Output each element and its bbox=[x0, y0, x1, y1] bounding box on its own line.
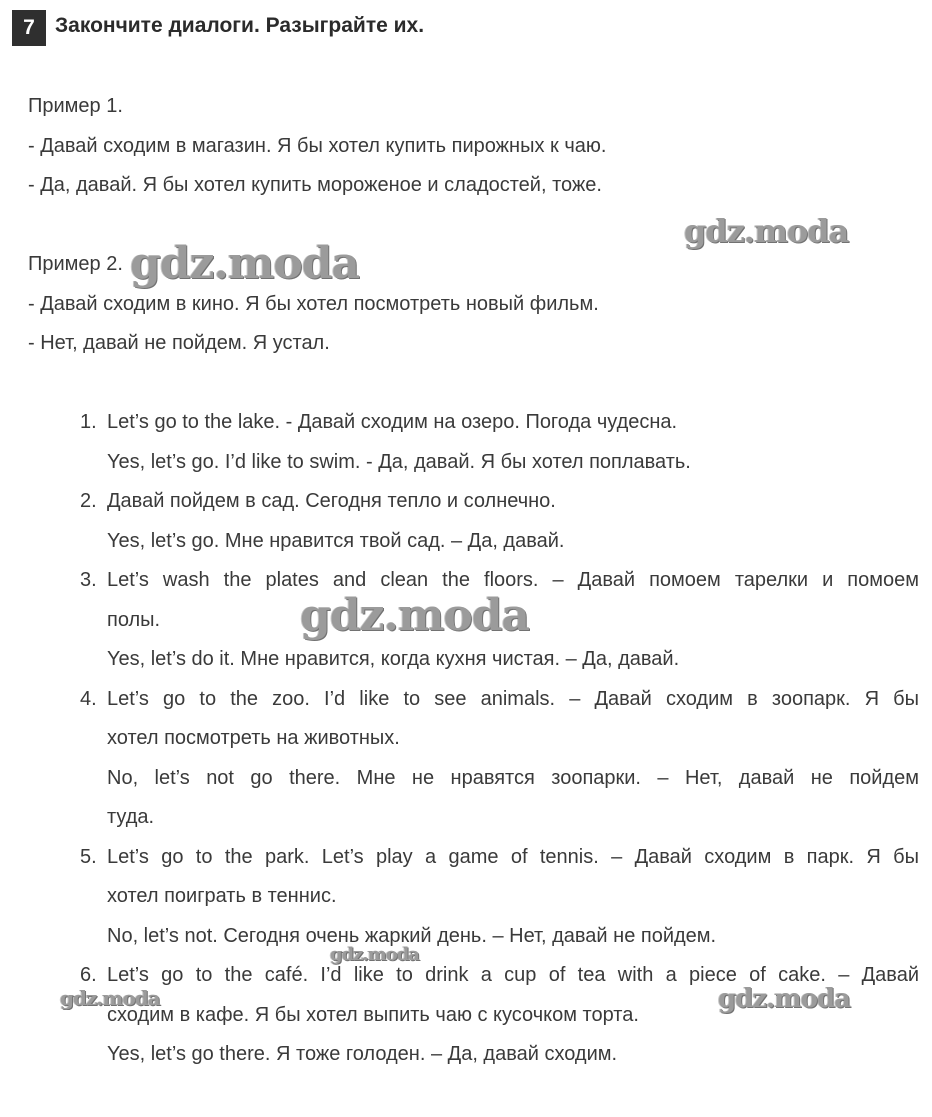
item-6-number: 6. bbox=[80, 964, 97, 986]
example-2-line-2: - Нет, давай не пойдем. Я устал. bbox=[28, 332, 330, 354]
item-5-line-2: хотел поиграть в теннис. bbox=[107, 885, 337, 907]
watermark: gdz.moda bbox=[130, 238, 360, 289]
item-6-line-1: Let’s go to the café. I’d like to drink a cup of tea with a piece of cake. – Давай bbox=[107, 964, 919, 986]
item-3-line-2: полы. bbox=[107, 609, 161, 631]
exercise-number-badge: 7 bbox=[12, 10, 46, 46]
item-4-number: 4. bbox=[80, 688, 97, 710]
item-4-line-2: хотел посмотреть на животных. bbox=[107, 727, 400, 749]
watermark: gdz.moda bbox=[330, 944, 419, 965]
watermark: gdz.moda bbox=[300, 590, 530, 641]
item-6-line-3: Yes, let’s go there. Я тоже голоден. – Да, давай сходим. bbox=[107, 1043, 618, 1065]
item-3-line-1: Let’s wash the plates and clean the floors. – Давай помоем тарелки и помоем bbox=[107, 569, 919, 591]
item-5-line-3: No, let’s not. Сегодня очень жаркий день. – Нет, давай не пойдем. bbox=[107, 925, 717, 947]
item-4-line-4: туда. bbox=[107, 806, 155, 828]
item-2-line-1: Давай пойдем в сад. Сегодня тепло и солнечно. bbox=[107, 490, 556, 512]
item-5-number: 5. bbox=[80, 846, 97, 868]
item-4-line-1: Let’s go to the zoo. I’d like to see animals. – Давай сходим в зоопарк. Я бы bbox=[107, 688, 919, 710]
exercise-title: Закончите диалоги. Разыграйте их. bbox=[55, 14, 425, 37]
item-1-line-2: Yes, let’s go. I’d like to swim. - Да, давай. Я бы хотел поплавать. bbox=[107, 451, 691, 473]
watermark: gdz.moda bbox=[718, 984, 851, 1014]
item-4-line-3: No, let’s not go there. Мне не нравятся зоопарки. – Нет, давай не пойдем bbox=[107, 767, 919, 789]
item-2-line-2: Yes, let’s go. Мне нравится твой сад. – Да, давай. bbox=[107, 530, 565, 552]
item-3-number: 3. bbox=[80, 569, 97, 591]
item-1-line-1: Let’s go to the lake. - Давай сходим на озеро. Погода чудесна. bbox=[107, 411, 678, 433]
item-5-line-1: Let’s go to the park. Let’s play a game of tennis. – Давай сходим в парк. Я бы bbox=[107, 846, 919, 868]
item-1-number: 1. bbox=[80, 411, 97, 433]
watermark: gdz.moda bbox=[60, 986, 160, 1010]
item-3-line-3: Yes, let’s do it. Мне нравится, когда кухня чистая. – Да, давай. bbox=[107, 648, 680, 670]
item-6-line-2: сходим в кафе. Я бы хотел выпить чаю с кусочком торта. bbox=[107, 1004, 639, 1026]
example-1-line-2: - Да, давай. Я бы хотел купить мороженое и сладостей, тоже. bbox=[28, 174, 602, 196]
example-2-label: Пример 2. bbox=[28, 253, 123, 275]
example-1-line-1: - Давай сходим в магазин. Я бы хотел купить пирожных к чаю. bbox=[28, 135, 607, 157]
watermark: gdz.moda bbox=[684, 212, 849, 250]
example-1-label: Пример 1. bbox=[28, 95, 123, 117]
item-2-number: 2. bbox=[80, 490, 97, 512]
example-2-line-1: - Давай сходим в кино. Я бы хотел посмотреть новый фильм. bbox=[28, 293, 599, 315]
